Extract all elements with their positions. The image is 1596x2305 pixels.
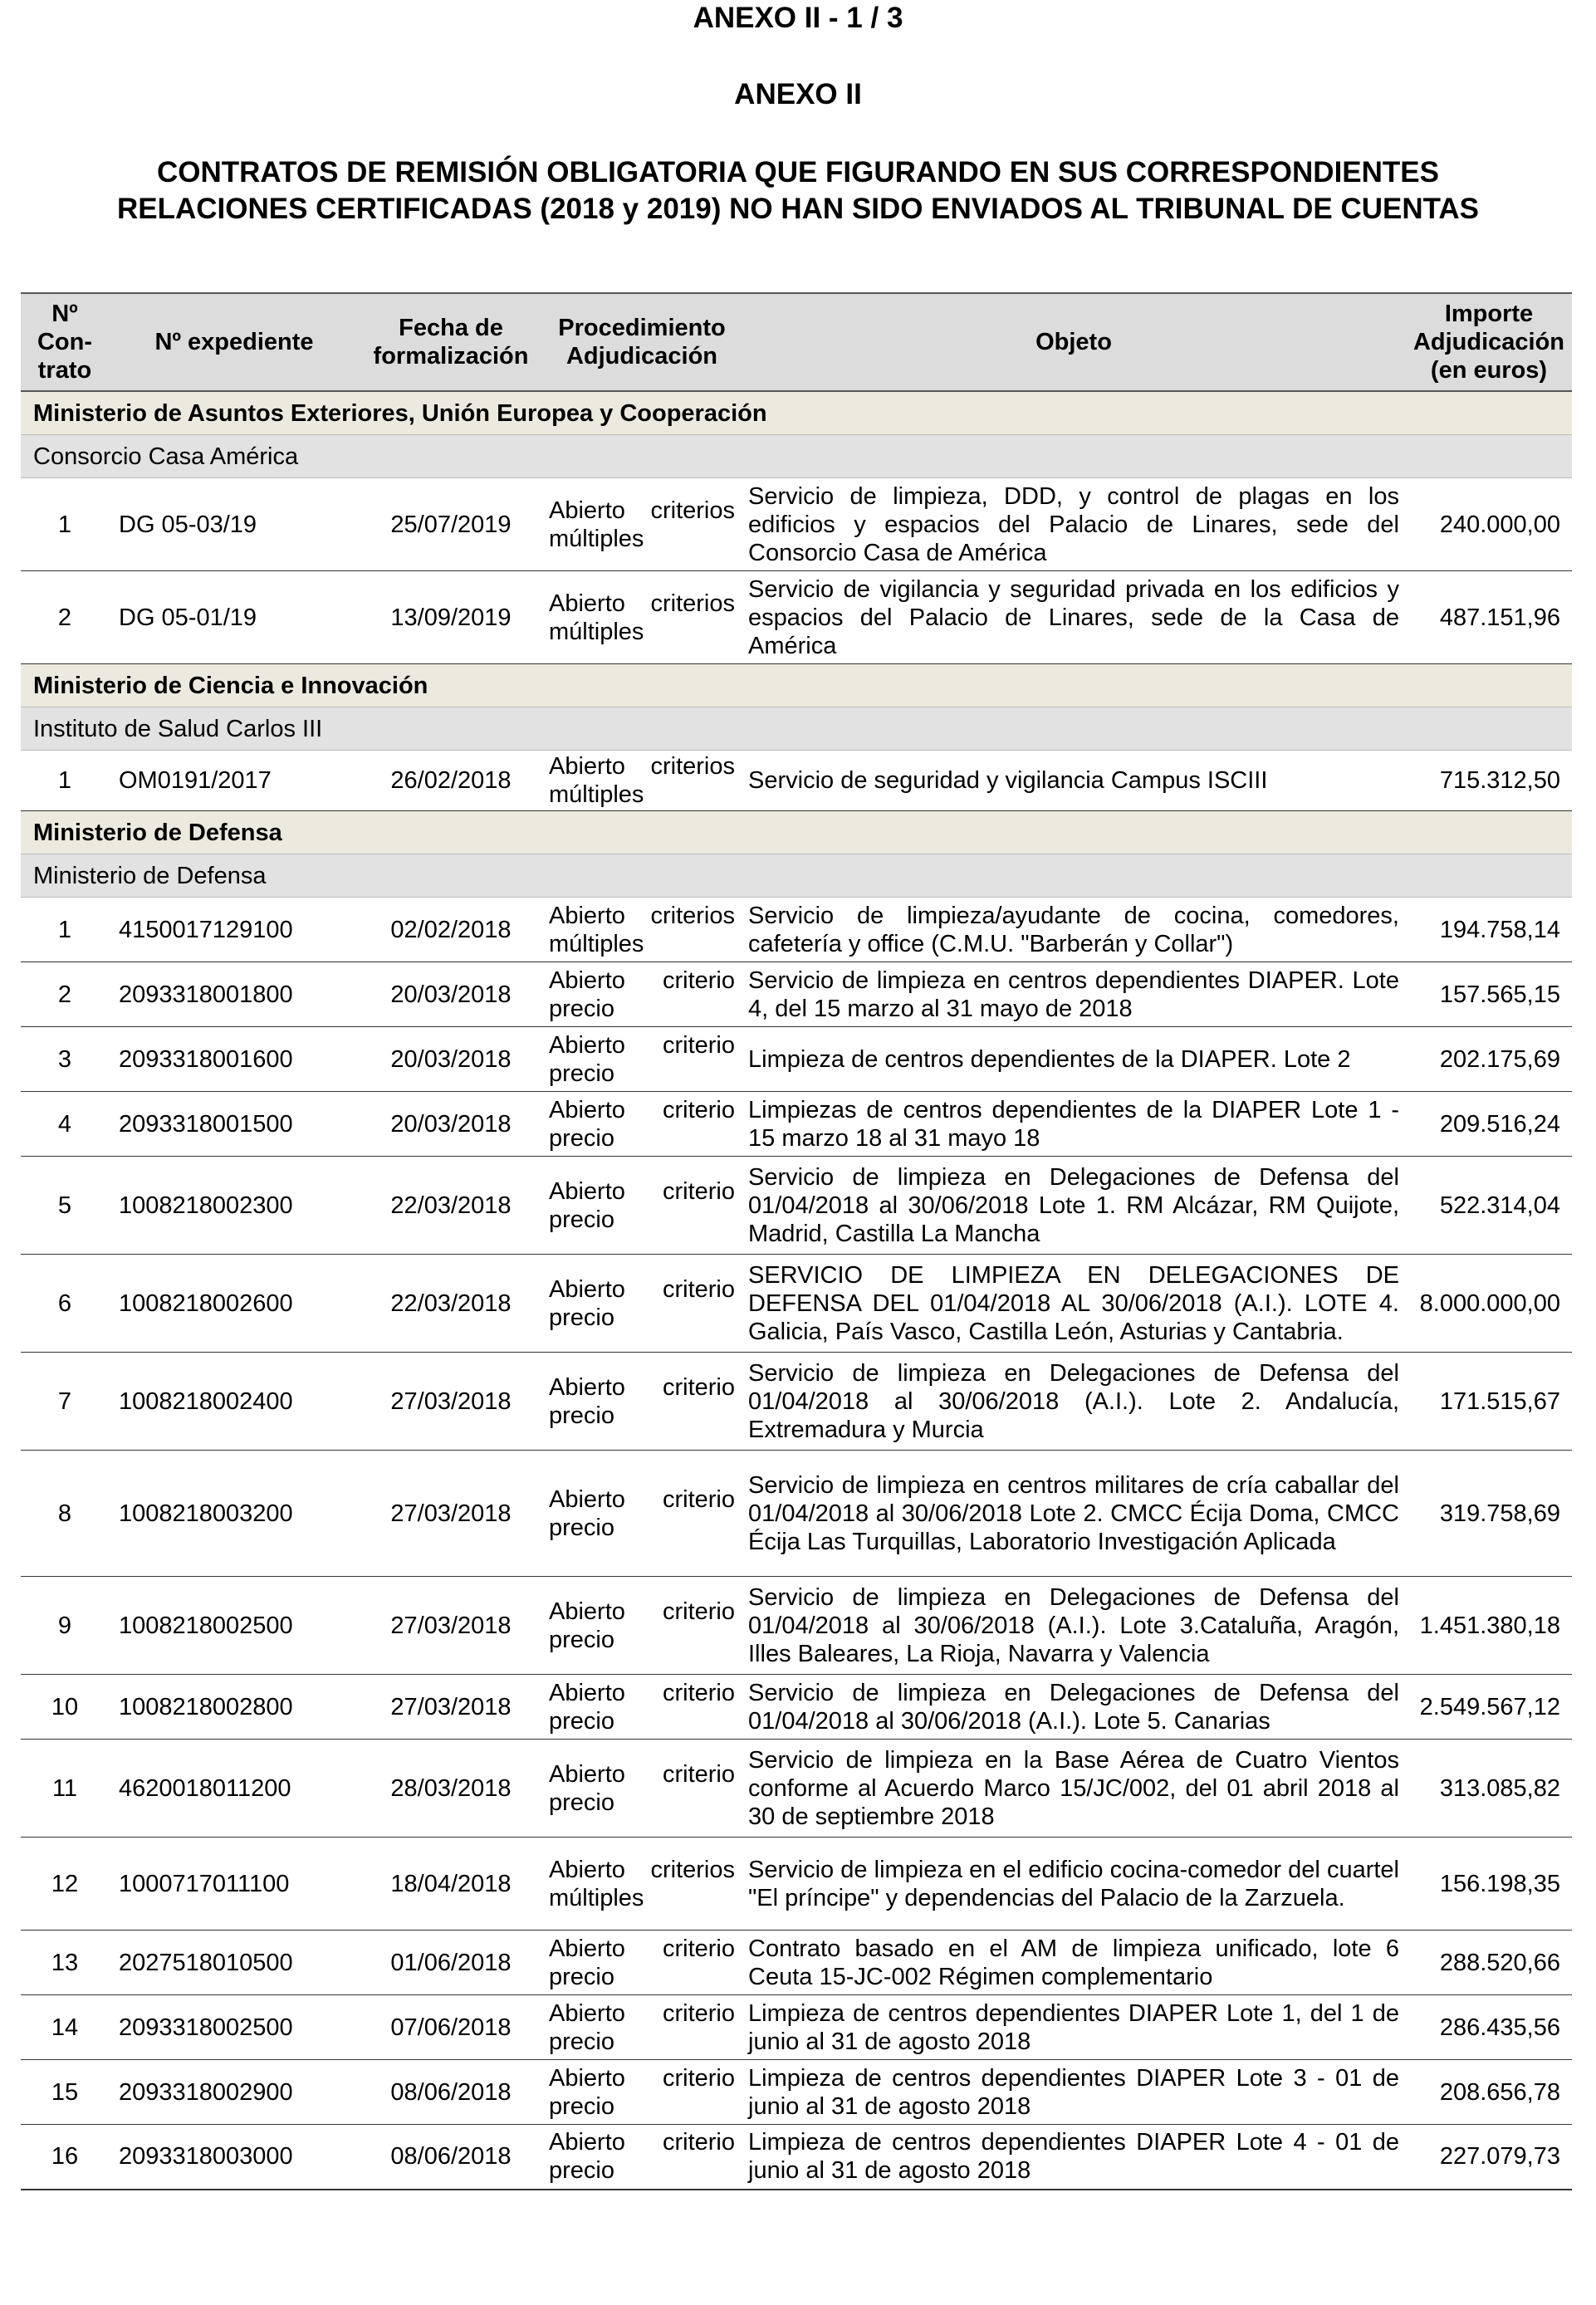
table-row xyxy=(21,1577,1572,1675)
contract-number: 12 xyxy=(21,1838,109,1931)
expediente-number: 1008218002400 xyxy=(109,1353,360,1451)
expediente-number: OM0191/2017 xyxy=(109,751,360,811)
entity-row xyxy=(21,707,1572,751)
award-procedure: Abierto criterios múltiples xyxy=(542,478,742,571)
award-amount: 208.656,78 xyxy=(1406,2060,1572,2125)
award-amount: 286.435,56 xyxy=(1406,1995,1572,2060)
title-line-1: CONTRATOS DE REMISIÓN OBLIGATORIA QUE FIGURANDO EN SUS CORRESPONDIENTES xyxy=(157,156,1439,188)
contract-object: Servicio de limpieza en Delegaciones de Defensa del 01/04/2018 al 30/06/2018 (A.I.). Lote 3.Cataluña, Aragón, Illes Baleares, La Rioja, Navarra y Valencia xyxy=(742,1577,1406,1675)
expediente-number: 4150017129100 xyxy=(109,898,360,962)
table-row xyxy=(21,1255,1572,1353)
table-row xyxy=(21,1740,1572,1838)
contract-object: Servicio de limpieza en el edificio cocina-comedor del cuartel "El príncipe" y dependencias del Palacio de la Zarzuela. xyxy=(742,1838,1406,1931)
table-row xyxy=(21,2060,1572,2125)
ministry-name: Ministerio de Defensa xyxy=(21,811,1572,854)
formalization-date: 27/03/2018 xyxy=(360,1577,542,1675)
contract-object: Servicio de limpieza en Delegaciones de Defensa del 01/04/2018 al 30/06/2018 Lote 1. RM Alcázar, RM Quijote, Madrid, Castilla La Mancha xyxy=(742,1157,1406,1255)
expediente-number: 2093318003000 xyxy=(109,2125,360,2190)
award-procedure: Abierto criterio precio xyxy=(542,2125,742,2190)
contract-number: 6 xyxy=(21,1255,109,1353)
formalization-date: 20/03/2018 xyxy=(360,962,542,1027)
award-procedure: Abierto criterio precio xyxy=(542,1995,742,2060)
award-amount: 487.151,96 xyxy=(1406,571,1572,664)
contract-object: Servicio de limpieza/ayudante de cocina, comedores, cafetería y office (C.M.U. "Barberán y Collar") xyxy=(742,898,1406,962)
table-row xyxy=(21,1157,1572,1255)
table-row xyxy=(21,1995,1572,2060)
award-procedure: Abierto criterio precio xyxy=(542,2060,742,2125)
col-header-objeto: Objeto xyxy=(742,293,1406,391)
col-header-importe: Importe Adjudicación (en euros) xyxy=(1406,293,1572,391)
contract-object: Servicio de limpieza en centros militares de cría caballar del 01/04/2018 al 30/06/2018 Lote 2. CMCC Écija Doma, CMCC Écija Las Turquillas, Laboratorio Investigación Aplicada xyxy=(742,1451,1406,1577)
contract-number: 4 xyxy=(21,1092,109,1157)
formalization-date: 20/03/2018 xyxy=(360,1092,542,1157)
expediente-number: 2093318001600 xyxy=(109,1027,360,1092)
formalization-date: 01/06/2018 xyxy=(360,1931,542,1995)
contract-number: 8 xyxy=(21,1451,109,1577)
contract-object: Limpieza de centros dependientes DIAPER Lote 4 - 01 de junio al 31 de agosto 2018 xyxy=(742,2125,1406,2190)
col-header-expediente: Nº expediente xyxy=(109,293,360,391)
formalization-date: 08/06/2018 xyxy=(360,2125,542,2190)
contract-object: Contrato basado en el AM de limpieza unificado, lote 6 Ceuta 15-JC-002 Régimen complementario xyxy=(742,1931,1406,1995)
ministry-name: Ministerio de Asuntos Exteriores, Unión Europea y Cooperación xyxy=(21,391,1572,435)
formalization-date: 22/03/2018 xyxy=(360,1157,542,1255)
award-procedure: Abierto criterio precio xyxy=(542,1353,742,1451)
contract-object: Servicio de limpieza en la Base Aérea de Cuatro Vientos conforme al Acuerdo Marco 15/JC/002, del 01 abril 2018 al 30 de septiembre 2018 xyxy=(742,1740,1406,1838)
award-procedure: Abierto criterio precio xyxy=(542,1157,742,1255)
award-amount: 194.758,14 xyxy=(1406,898,1572,962)
col-header-num: Nº Con- trato xyxy=(21,293,109,391)
award-procedure: Abierto criterio precio xyxy=(542,962,742,1027)
award-amount: 2.549.567,12 xyxy=(1406,1675,1572,1740)
contract-object: Limpiezas de centros dependientes de la DIAPER Lote 1 - 15 marzo 18 al 31 mayo 18 xyxy=(742,1092,1406,1157)
entity-row xyxy=(21,435,1572,478)
entity-name: Consorcio Casa América xyxy=(21,435,1572,478)
award-procedure: Abierto criterios múltiples xyxy=(542,898,742,962)
award-procedure: Abierto criterio precio xyxy=(542,1577,742,1675)
ministry-row xyxy=(21,391,1572,435)
expediente-number: 1000717011100 xyxy=(109,1838,360,1931)
annex-title: ANEXO II xyxy=(734,78,862,110)
formalization-date: 20/03/2018 xyxy=(360,1027,542,1092)
expediente-number: DG 05-03/19 xyxy=(109,478,360,571)
expediente-number: 1008218002600 xyxy=(109,1255,360,1353)
award-amount: 202.175,69 xyxy=(1406,1027,1572,1092)
contract-object: Servicio de limpieza en Delegaciones de Defensa del 01/04/2018 al 30/06/2018 (A.I.). Lote 5. Canarias xyxy=(742,1675,1406,1740)
expediente-number: 1008218002300 xyxy=(109,1157,360,1255)
award-amount: 313.085,82 xyxy=(1406,1740,1572,1838)
expediente-number: 2093318001800 xyxy=(109,962,360,1027)
expediente-number: 1008218002800 xyxy=(109,1675,360,1740)
award-amount: 288.520,66 xyxy=(1406,1931,1572,1995)
table-row xyxy=(21,1838,1572,1931)
contract-number: 11 xyxy=(21,1740,109,1838)
award-procedure: Abierto criterio precio xyxy=(542,1255,742,1353)
table-header-row xyxy=(21,293,1572,391)
expediente-number: 2093318001500 xyxy=(109,1092,360,1157)
entity-name: Ministerio de Defensa xyxy=(21,854,1572,898)
ministry-row xyxy=(21,811,1572,854)
formalization-date: 13/09/2019 xyxy=(360,571,542,664)
award-procedure: Abierto criterios múltiples xyxy=(542,571,742,664)
award-procedure: Abierto criterios múltiples xyxy=(542,751,742,811)
formalization-date: 25/07/2019 xyxy=(360,478,542,571)
contract-object: Servicio de limpieza, DDD, y control de plagas en los edificios y espacios del Palacio de Linares, sede del Consorcio Casa de América xyxy=(742,478,1406,571)
col-header-fecha: Fecha de formalización xyxy=(360,293,542,391)
expediente-number: 2093318002500 xyxy=(109,1995,360,2060)
award-amount: 8.000.000,00 xyxy=(1406,1255,1572,1353)
table-row xyxy=(21,1451,1572,1577)
contract-number: 14 xyxy=(21,1995,109,2060)
contract-object: Limpieza de centros dependientes de la DIAPER. Lote 2 xyxy=(742,1027,1406,1092)
table-row xyxy=(21,962,1572,1027)
formalization-date: 02/02/2018 xyxy=(360,898,542,962)
formalization-date: 27/03/2018 xyxy=(360,1353,542,1451)
formalization-date: 27/03/2018 xyxy=(360,1675,542,1740)
award-amount: 157.565,15 xyxy=(1406,962,1572,1027)
formalization-date: 22/03/2018 xyxy=(360,1255,542,1353)
formalization-date: 28/03/2018 xyxy=(360,1740,542,1838)
formalization-date: 07/06/2018 xyxy=(360,1995,542,2060)
contract-number: 1 xyxy=(21,898,109,962)
contract-number: 7 xyxy=(21,1353,109,1451)
entity-name: Instituto de Salud Carlos III xyxy=(21,707,1572,751)
title-line-2: RELACIONES CERTIFICADAS (2018 y 2019) NO HAN SIDO ENVIADOS AL TRIBUNAL DE CUENTAS xyxy=(116,193,1480,225)
expediente-number: 2093318002900 xyxy=(109,2060,360,2125)
contracts-table xyxy=(21,292,1572,2190)
award-amount: 209.516,24 xyxy=(1406,1092,1572,1157)
contract-object: SERVICIO DE LIMPIEZA EN DELEGACIONES DE DEFENSA DEL 01/04/2018 AL 30/06/2018 (A.I.). LOTE 4. Galicia, País Vasco, Castilla León, Asturias y Cantabria. xyxy=(742,1255,1406,1353)
contract-number: 1 xyxy=(21,478,109,571)
award-amount: 156.198,35 xyxy=(1406,1838,1572,1931)
contract-object: Servicio de vigilancia y seguridad privada en los edificios y espacios del Palacio de Linares, sede de la Casa de América xyxy=(742,571,1406,664)
contract-number: 15 xyxy=(21,2060,109,2125)
entity-row xyxy=(21,854,1572,898)
table-row xyxy=(21,898,1572,962)
contract-number: 3 xyxy=(21,1027,109,1092)
formalization-date: 27/03/2018 xyxy=(360,1451,542,1577)
table-row xyxy=(21,571,1572,664)
award-procedure: Abierto criterio precio xyxy=(542,1451,742,1577)
contract-object: Limpieza de centros dependientes DIAPER Lote 3 - 01 de junio al 31 de agosto 2018 xyxy=(742,2060,1406,2125)
contract-number: 13 xyxy=(21,1931,109,1995)
table-row xyxy=(21,1092,1572,1157)
table-row xyxy=(21,751,1572,811)
award-procedure: Abierto criterio precio xyxy=(542,1092,742,1157)
ministry-row xyxy=(21,664,1572,707)
award-amount: 522.314,04 xyxy=(1406,1157,1572,1255)
award-procedure: Abierto criterio precio xyxy=(542,1740,742,1838)
formalization-date: 26/02/2018 xyxy=(360,751,542,811)
award-amount: 171.515,67 xyxy=(1406,1353,1572,1451)
table-row xyxy=(21,478,1572,571)
table-body xyxy=(21,391,1572,2190)
award-procedure: Abierto criterio precio xyxy=(542,1931,742,1995)
table-row xyxy=(21,1675,1572,1740)
formalization-date: 18/04/2018 xyxy=(360,1838,542,1931)
contract-number: 2 xyxy=(21,962,109,1027)
contract-number: 9 xyxy=(21,1577,109,1675)
expediente-number: 1008218002500 xyxy=(109,1577,360,1675)
expediente-number: 2027518010500 xyxy=(109,1931,360,1995)
table-row xyxy=(21,2125,1572,2190)
document-title xyxy=(0,154,1596,228)
contract-number: 1 xyxy=(21,751,109,811)
formalization-date: 08/06/2018 xyxy=(360,2060,542,2125)
expediente-number: DG 05-01/19 xyxy=(109,571,360,664)
contract-object: Limpieza de centros dependientes DIAPER Lote 1, del 1 de junio al 31 de agosto 2018 xyxy=(742,1995,1406,2060)
award-procedure: Abierto criterios múltiples xyxy=(542,1838,742,1931)
award-amount: 227.079,73 xyxy=(1406,2125,1572,2190)
ministry-name: Ministerio de Ciencia e Innovación xyxy=(21,664,1572,707)
expediente-number: 1008218003200 xyxy=(109,1451,360,1577)
table-row xyxy=(21,1027,1572,1092)
table-row xyxy=(21,1931,1572,1995)
table-row xyxy=(21,1353,1572,1451)
award-amount: 1.451.380,18 xyxy=(1406,1577,1572,1675)
award-procedure: Abierto criterio precio xyxy=(542,1027,742,1092)
col-header-procedimiento: Procedimiento Adjudicación xyxy=(542,293,742,391)
contract-number: 16 xyxy=(21,2125,109,2190)
contract-number: 5 xyxy=(21,1157,109,1255)
contract-object: Servicio de limpieza en Delegaciones de Defensa del 01/04/2018 al 30/06/2018 (A.I.). Lote 2. Andalucía, Extremadura y Murcia xyxy=(742,1353,1406,1451)
award-amount: 319.758,69 xyxy=(1406,1451,1572,1577)
award-procedure: Abierto criterio precio xyxy=(542,1675,742,1740)
page-reference: ANEXO II - 1 / 3 xyxy=(693,2,903,34)
contract-number: 10 xyxy=(21,1675,109,1740)
expediente-number: 4620018011200 xyxy=(109,1740,360,1838)
award-amount: 240.000,00 xyxy=(1406,478,1572,571)
contract-object: Servicio de limpieza en centros dependientes DIAPER. Lote 4, del 15 marzo al 31 mayo de 2018 xyxy=(742,962,1406,1027)
award-amount: 715.312,50 xyxy=(1406,751,1572,811)
contract-number: 2 xyxy=(21,571,109,664)
contract-object: Servicio de seguridad y vigilancia Campus ISCIII xyxy=(742,751,1406,811)
